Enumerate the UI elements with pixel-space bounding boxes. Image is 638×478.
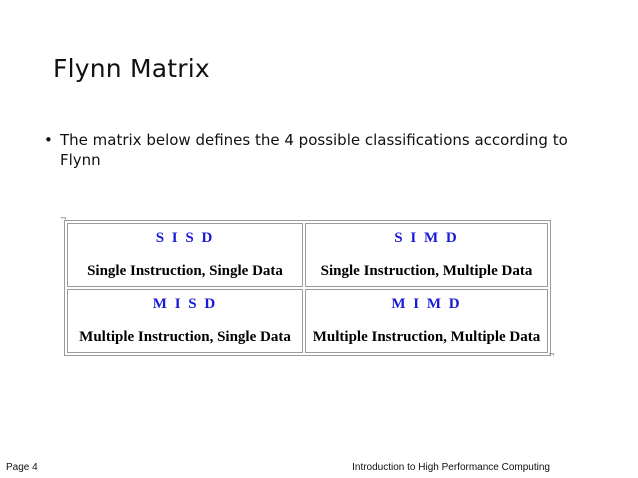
bullet-dot: • [44,131,53,149]
footer-title: Introduction to High Performance Computing [352,462,550,473]
matrix-cell-sisd [67,223,303,287]
cell-abbreviation: M I S D [152,296,218,312]
flynn-matrix-table [64,220,551,356]
matrix-cell-mimd [305,289,548,353]
cell-description: Single Instruction, Multiple Data [320,263,533,279]
table-anchor-mark: ¬ [60,214,67,223]
cell-description: Multiple Instruction, Single Data [79,329,291,345]
cell-abbreviation: S I S D [155,230,215,246]
matrix-cell-misd [67,289,303,353]
matrix-cell-simd [305,223,548,287]
bullet-item [44,130,584,170]
page-number: Page 4 [6,462,38,473]
cell-description: Single Instruction, Single Data [87,263,283,279]
bullet-text: The matrix below defines the 4 possible classifications according to Flynn [60,131,568,169]
cell-abbreviation: S I M D [394,230,459,246]
table-end-mark: ¬ [548,350,555,359]
cell-description: Multiple Instruction, Multiple Data [312,329,541,345]
cell-abbreviation: M I M D [391,296,462,312]
slide-title: Flynn Matrix [53,54,210,83]
